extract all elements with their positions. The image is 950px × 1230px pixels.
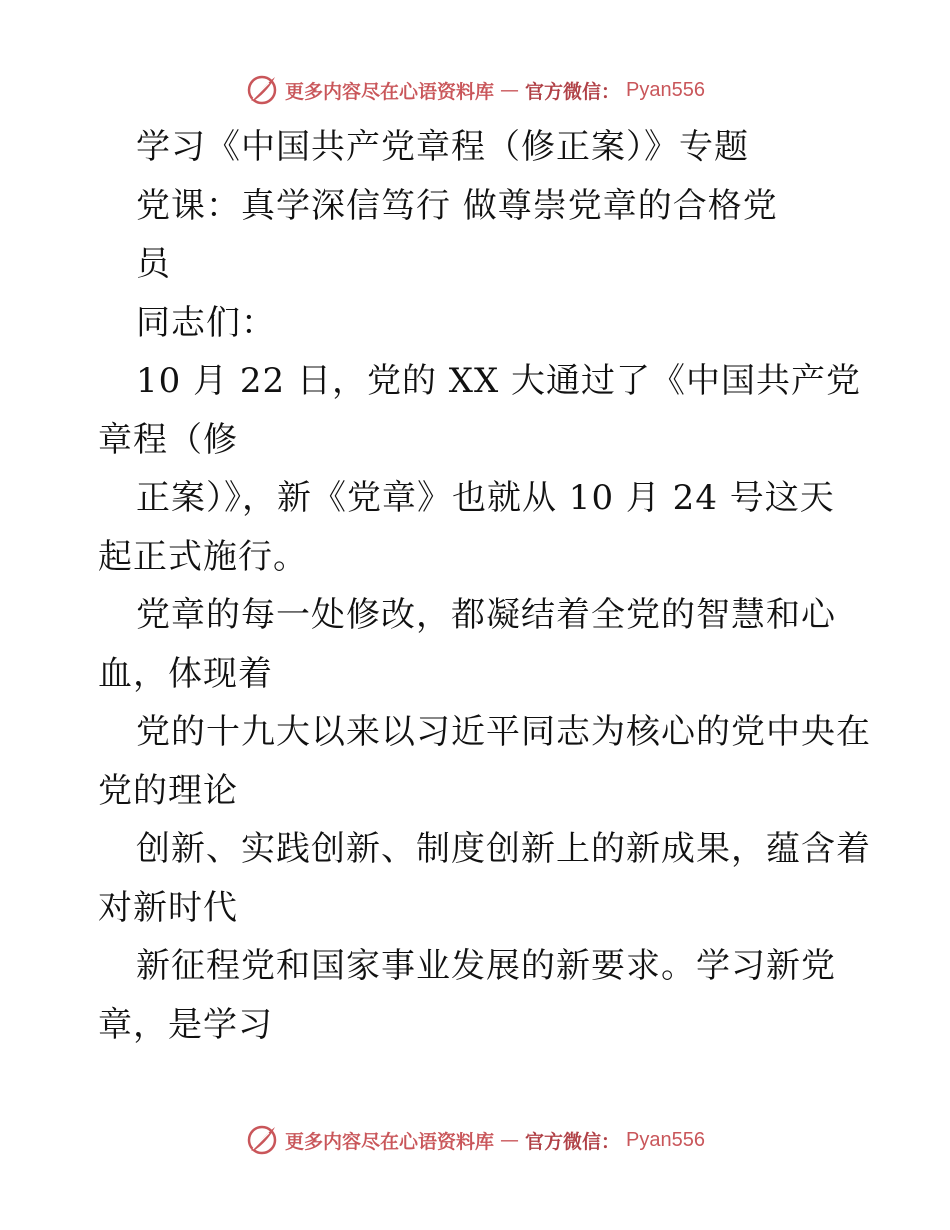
- site-name-text: 更多内容尽在心语资料库: [285, 80, 495, 103]
- wechat-id: Pyan556: [626, 1128, 705, 1151]
- footer-banner: [0, 1120, 950, 1160]
- separator-dash: —: [500, 1129, 520, 1151]
- document-title-line: 员: [136, 244, 171, 284]
- paragraph-line: 党章的每一处修改，都凝结着全党的智慧和心: [136, 595, 836, 635]
- wechat-label: 官方微信：: [525, 80, 621, 103]
- paragraph-line: 章程（修: [98, 419, 238, 460]
- document-body: [98, 118, 898, 1054]
- paragraph-line: 血，体现着: [98, 653, 273, 694]
- document-title-line: 党课：真学深信笃行 做尊崇党章的合格党: [136, 185, 778, 226]
- paragraph-line: 新征程党和国家事业发展的新要求。学习新党: [136, 946, 836, 986]
- wechat-label: 官方微信：: [525, 1130, 621, 1153]
- paragraph-line: 起正式施行。: [98, 536, 308, 577]
- separator-dash: —: [500, 79, 520, 101]
- paragraph-line: 10 月 22 日，党的 XX 大通过了《中国共产党: [136, 361, 861, 401]
- paragraph-line: 同志们：: [136, 302, 276, 343]
- feather-seal-logo-icon: [245, 73, 279, 107]
- paragraph-line: 创新、实践创新、制度创新上的新成果，蕴含着: [136, 829, 871, 869]
- paragraph-line: 对新时代: [98, 887, 238, 928]
- site-name-text: 更多内容尽在心语资料库: [285, 1130, 495, 1153]
- paragraph-line: 党的十九大以来以习近平同志为核心的党中央在: [136, 712, 871, 752]
- paragraph-line: 党的理论: [98, 770, 238, 811]
- paragraph-line: 正案）》，新《党章》也就从 10 月 24 号这天: [136, 478, 835, 518]
- paragraph-line: 章，是学习: [98, 1004, 273, 1045]
- header-banner: [0, 70, 950, 110]
- wechat-id: Pyan556: [626, 78, 705, 101]
- feather-seal-logo-icon: [245, 1123, 279, 1157]
- document-title-line: 学习《中国共产党章程（修正案）》专题: [136, 127, 749, 167]
